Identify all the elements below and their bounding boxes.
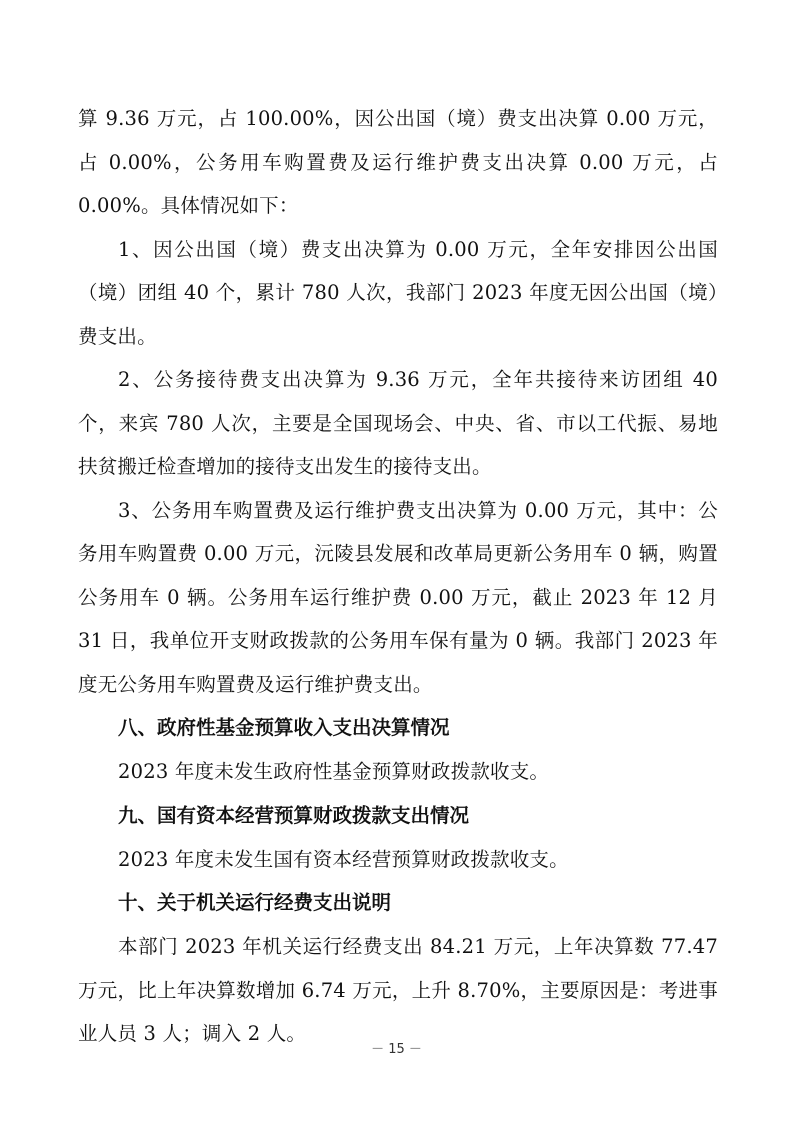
heading-section-8: 八、政府性基金预算收入支出决算情况 [118,716,450,739]
paragraph-vehicles: 3、公务用车购置费及运行维护费支出决算为 0.00 万元，其中：公务用车购置费 0.00 万元，沅陵县发展和改革局更新公务用车 0 辆，购置公务用车 0 辆。公务用车运行维护费 0.00 万元，截止 2023 年 12 月 31 日，我单位开支财政拨款的公务用车保有量为 0 辆。我部门 2023 年度无公务用车购置费及运行维护费支出。 [78,498,718,696]
heading-section-9: 九、国有资本经营预算财政拨款支出情况 [118,803,470,827]
paragraph-section-9: 2023 年度未发生国有资本经营预算财政拨款收支。 [118,847,569,871]
page-number: － 15 － [371,1042,422,1057]
paragraph-continued: 算 9.36 万元，占 100.00%，因公出国（境）费支出决算 0.00 万元，占 0.00%，公务用车购置费及运行维护费支出决算 0.00 万元，占 0.00%。具体情况如下： [78,107,718,217]
paragraph-travel-abroad: 1、因公出国（境）费支出决算为 0.00 万元，全年安排因公出国（境）团组 40 个，累计 780 人次，我部门 2023 年度无因公出国（境）费支出。 [78,237,718,348]
paragraph-section-8: 2023 年度未发生政府性基金预算财政拨款收支。 [118,760,550,783]
paragraph-reception: 2、公务接待费支出决算为 9.36 万元，全年共接待来访团组 40 个，来宾 780 人次，主要是全国现场会、中央、省、市以工代振、易地扶贫搬迁检查增加的接待支出发生的接待支出。 [78,368,718,478]
page-content [78,97,718,1056]
paragraph-section-10: 本部门 2023 年机关运行经费支出 84.21 万元，上年决算数 77.47 万元，比上年决算数增加 6.74 万元，上升 8.70%，主要原因是：考进事业人员 3 人；调入 2 人。 [78,935,718,1045]
heading-section-10: 十、关于机关运行经费支出说明 [118,891,392,914]
